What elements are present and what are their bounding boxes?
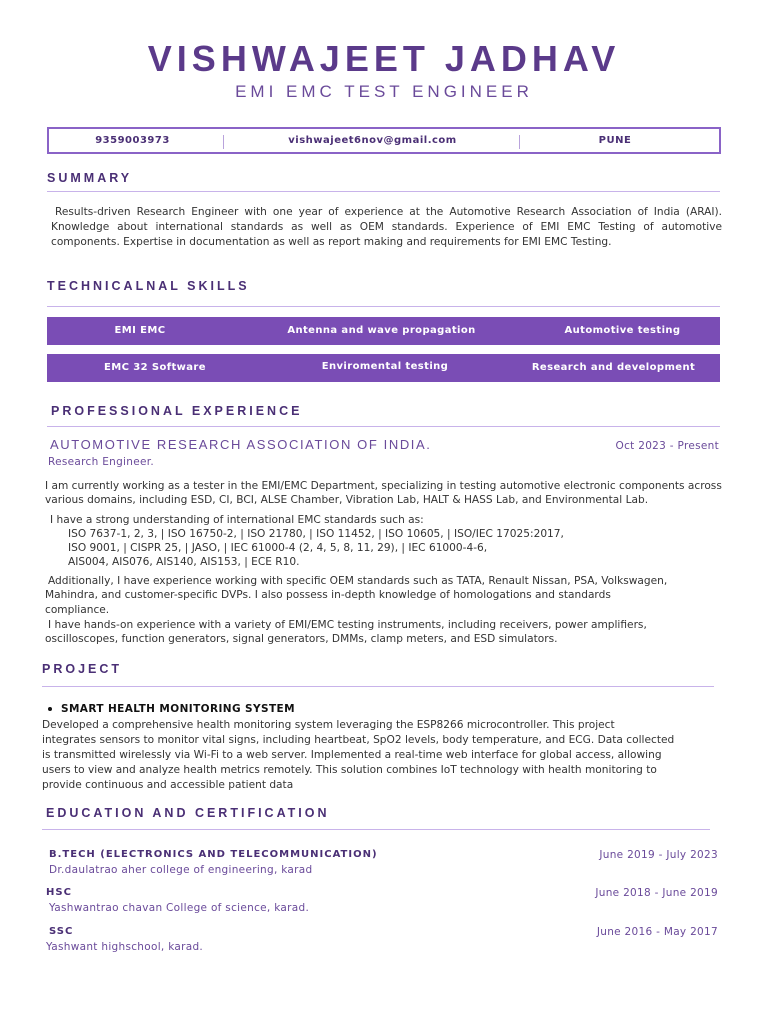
skill-tag: Automotive testing bbox=[564, 325, 681, 336]
section-divider bbox=[42, 686, 714, 687]
project-text: is transmitted wirelessly via Wi-Fi to a web server. Implemented a real-time web interface for global access, allowing bbox=[42, 749, 662, 761]
experience-text: Mahindra, and customer-specific DVPs. I also possess in-depth knowledge of homologations and standards bbox=[45, 589, 611, 601]
project-text: provide continuous and accessible patient data bbox=[42, 779, 294, 791]
education-dates: June 2016 - May 2017 bbox=[596, 926, 718, 938]
experience-text: I have a strong understanding of international EMC standards such as: bbox=[50, 514, 424, 526]
experience-text: compliance. bbox=[45, 604, 110, 616]
experience-text: I am currently working as a tester in the EMI/EMC Department, specializing in testing automotive electronic components across bbox=[45, 480, 722, 492]
education-dates: June 2018 - June 2019 bbox=[595, 887, 718, 899]
contact-divider bbox=[519, 135, 520, 149]
degree-title: SSC bbox=[49, 926, 74, 937]
standards-list: ISO 7637-1, 2, 3, | ISO 16750-2, | ISO 21780, | ISO 11452, | ISO 10605, | ISO/IEC 17025:2017, bbox=[68, 528, 564, 540]
employer-name: AUTOMOTIVE RESEARCH ASSOCIATION OF INDIA. bbox=[50, 437, 432, 452]
skill-tag: EMI EMC bbox=[114, 325, 166, 336]
degree-title: HSC bbox=[46, 887, 72, 898]
project-title: SMART HEALTH MONITORING SYSTEM bbox=[61, 703, 295, 715]
position-title: Research Engineer. bbox=[48, 456, 155, 468]
skill-tag: EMC 32 Software bbox=[104, 362, 206, 373]
section-divider bbox=[47, 426, 720, 427]
experience-heading: PROFESSIONAL EXPERIENCE bbox=[51, 404, 303, 418]
project-text: users to view and analyze health metrics remotely. This solution combines IoT technology with health monitoring to bbox=[42, 764, 657, 776]
section-divider bbox=[47, 306, 720, 307]
project-heading: PROJECT bbox=[42, 662, 123, 676]
employment-dates: Oct 2023 - Present bbox=[615, 440, 719, 452]
bullet-icon bbox=[48, 707, 52, 711]
degree-title: B.TECH (ELECTRONICS AND TELECOMMUNICATION) bbox=[49, 849, 378, 860]
skill-tag: Research and development bbox=[531, 362, 696, 373]
skill-tag: Antenna and wave propagation bbox=[287, 325, 476, 336]
section-divider bbox=[42, 829, 710, 830]
contact-divider bbox=[223, 135, 224, 149]
project-text: integrates sensors to monitor vital signs, including heartbeat, SpO2 levels, body temperature, and ECG. Data collected bbox=[42, 734, 675, 746]
school-name: Yashwantrao chavan College of science, karad. bbox=[49, 902, 310, 914]
experience-text: oscilloscopes, function generators, signal generators, DMMs, clamp meters, and ESD simulators. bbox=[45, 633, 558, 645]
project-text: Developed a comprehensive health monitoring system leveraging the ESP8266 microcontroller. This project bbox=[42, 719, 615, 731]
summary-text: Results-driven Research Engineer with one year of experience at the Automotive Research Association of India (ARAI). Knowledge about international standards as well as OEM standards. Experience of EMI EMC Testing of automotive components. Expertise in documentation as well as report making and requirements for EMI EMC Testing. bbox=[51, 206, 722, 248]
location: PUNE bbox=[598, 135, 632, 146]
phone-number[interactable]: 9359003973 bbox=[95, 135, 170, 146]
school-name: Yashwant highschool, karad. bbox=[46, 941, 204, 953]
education-dates: June 2019 - July 2023 bbox=[599, 849, 718, 861]
standards-list: ISO 9001, | CISPR 25, | JASO, | IEC 61000-4 (2, 4, 5, 8, 11, 29), | IEC 61000-4-6, bbox=[68, 542, 488, 554]
summary-heading: SUMMARY bbox=[47, 171, 133, 185]
email-link[interactable]: vishwajeet6nov@gmail.com bbox=[288, 135, 457, 146]
job-title: EMI EMC TEST ENGINEER bbox=[235, 82, 533, 101]
experience-text: Additionally, I have experience working with specific OEM standards such as TATA, Renault Nissan, PSA, Volkswagen, bbox=[48, 575, 668, 587]
section-divider bbox=[47, 191, 720, 192]
experience-text: I have hands-on experience with a variety of EMI/EMC testing instruments, including receivers, power amplifiers, bbox=[48, 619, 647, 631]
standards-list: AIS004, AIS076, AIS140, AIS153, | ECE R10. bbox=[68, 556, 300, 568]
experience-text: various domains, including ESD, CI, BCI, ALSE Chamber, Vibration Lab, HALT & HASS Lab, and Environmental Lab. bbox=[45, 494, 649, 506]
skill-tag: Enviromental testing bbox=[321, 361, 449, 372]
candidate-name: VISHWAJEET JADHAV bbox=[147, 38, 621, 79]
skills-heading: TECHNICALNAL SKILLS bbox=[47, 279, 250, 293]
school-name: Dr.daulatrao aher college of engineering, karad bbox=[49, 864, 313, 876]
education-heading: EDUCATION AND CERTIFICATION bbox=[46, 806, 330, 820]
